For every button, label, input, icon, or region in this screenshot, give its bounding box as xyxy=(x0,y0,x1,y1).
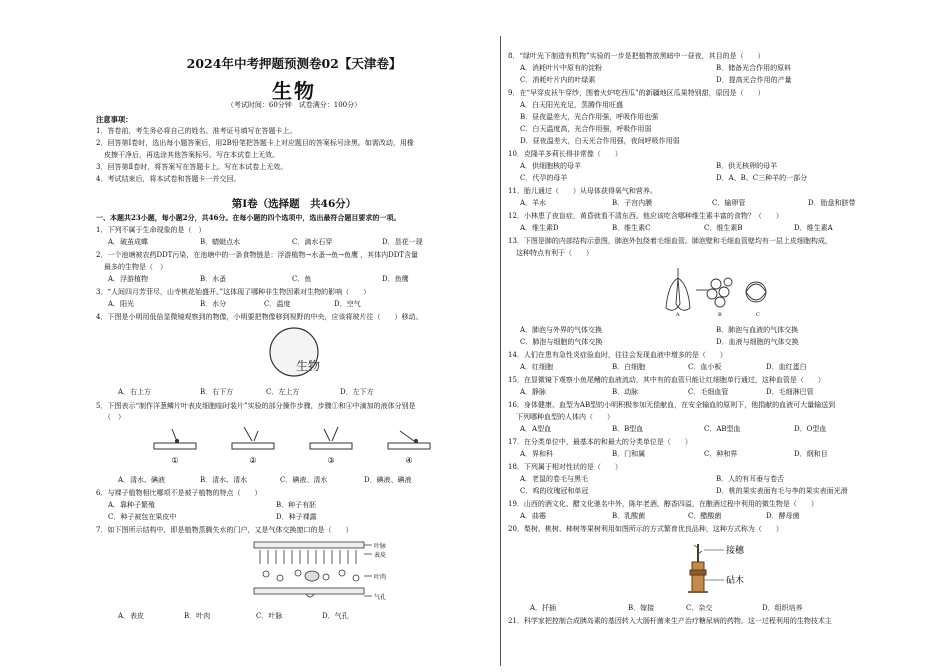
q3-option-b: B．水分 xyxy=(200,300,227,308)
question-2-stem: 2．一个池塘被农药DDT污染，在池塘中的一条食物链是：浮游植物→水蚤→鱼→鱼鹰 ，其体内DDT含量 xyxy=(96,251,419,259)
q3-option-a: A．阳光 xyxy=(108,300,135,308)
q2-option-b: B．水蚤 xyxy=(200,275,227,283)
q8-option-a: A．消耗叶片中原有的淀粉 xyxy=(520,64,603,72)
q16-option-b: B．B型血 xyxy=(612,425,644,433)
q13-option-a: A．肺泡与外界的气体交换 xyxy=(520,326,603,334)
question-4-stem: 4．下图是小明用低倍显微镜观察到的物像，小明要把物像移到视野的中央，应该将玻片往（ ）移动。 xyxy=(96,313,423,321)
q17-option-d: D．纲和目 xyxy=(794,450,828,458)
q8-option-b: B．储备光合作用的原料 xyxy=(716,64,792,72)
question-2-stem-cont: 最多的生物是（ ） xyxy=(104,263,167,271)
q4-option-a: A．右上方 xyxy=(118,388,152,396)
question-17-stem: 17．在分类单位中，最基本的和最大的分类单位是（ ） xyxy=(508,438,692,446)
question-19-stem: 19．山西的酒文化、醋文化驰名中外，陈年老酒，醇香四溢，在酿酒过程中利用的微生物是（ ） xyxy=(508,500,818,508)
q14-option-b: B．白细胞 xyxy=(612,363,646,371)
section-title: 第Ⅰ卷（选择题 共46分） xyxy=(231,198,357,210)
q4-option-d: D．左下方 xyxy=(340,388,374,396)
q12-option-a: A．维生素D xyxy=(520,224,559,232)
step-4-number: ④ xyxy=(405,456,413,465)
question-3-stem: 3．“人间四月芳菲尽，山寺桃花始盛开。”这体现了哪种非生物因素对生物的影响（ ） xyxy=(96,288,371,296)
q1-option-b: B．蜻蜓点水 xyxy=(200,238,241,246)
q17-option-c: C．种和界 xyxy=(704,450,738,458)
q17-option-a: A．界和科 xyxy=(520,450,554,458)
exam-meta: （考试时间：60分钟 试卷满分：100分） xyxy=(226,101,362,109)
question-5-stem: 5．下图表示“制作洋葱鳞片叶表皮细胞临时装片”实验的部分操作步骤，步骤①和④中滴加的液体分别是 xyxy=(96,402,416,410)
leaf-cross-section-figure xyxy=(246,538,396,604)
right-column xyxy=(508,0,906,672)
question-13-stem-cont: 这种特点有利于（ ） xyxy=(516,249,593,257)
q18-option-a: A．老鼠的卷毛与黑毛 xyxy=(520,475,589,483)
q7-option-c: C．叶脉 xyxy=(256,612,283,620)
q5-option-c: C．碘液、清水 xyxy=(280,476,328,484)
q1-option-c: C．滴水石穿 xyxy=(292,238,333,246)
grafting-figure xyxy=(668,536,788,600)
column-divider xyxy=(500,36,501,666)
q6-option-d: D．种子裸露 xyxy=(276,513,317,521)
question-5-stem-cont: （ ） xyxy=(104,413,125,421)
q10-option-d: D．A、B、C三种羊的一部分 xyxy=(716,174,808,182)
q15-option-d: D．毛细淋巴管 xyxy=(766,388,814,396)
q9-option-a: A．白天阳光充足，蒸腾作用旺盛 xyxy=(520,101,624,109)
q7-option-d: D．气孔 xyxy=(322,612,349,620)
q7-option-a: A．表皮 xyxy=(118,612,145,620)
q20-option-a: A．扦插 xyxy=(530,604,557,612)
question-7-stem: 7．如下图所示结构中，即是植物蒸腾失水的门户，又是气体交换窗口的是（ ） xyxy=(96,526,353,534)
q14-option-c: C．血小板 xyxy=(688,363,722,371)
slide-preparation-steps-figure xyxy=(148,425,438,467)
q15-option-b: B．动脉 xyxy=(612,388,639,396)
q17-option-b: B．门和属 xyxy=(612,450,646,458)
q4-option-c: C．左上方 xyxy=(266,388,300,396)
question-15-stem: 15．在显微镜下观察小鱼尾鳍的血液流动，其中有的血管只能让红细胞单行通过，这种血管是（ ） xyxy=(508,376,825,384)
q20-option-d: D．组织培养 xyxy=(762,604,803,612)
q8-option-d: D．提高光合作用的产量 xyxy=(716,76,792,84)
notice-line: 4．考试结束后，将本试卷和答题卡一并交回。 xyxy=(96,175,241,183)
q14-option-a: A．红细胞 xyxy=(520,363,554,371)
question-13-stem: 13．下图是肺的内部结构示意图，肺泡外包绕着毛细血管。肺泡壁和毛细血管壁均有一层上皮细胞构成， xyxy=(508,237,832,245)
q3-option-c: C．温度 xyxy=(264,300,291,308)
q11-option-b: B．子宫内膜 xyxy=(612,199,653,207)
q15-option-a: A．静脉 xyxy=(520,388,547,396)
q12-option-b: B．维生素C xyxy=(612,224,651,232)
exam-title: 2024年中考押题预测卷02【天津卷】 xyxy=(186,56,402,71)
label-rootstock: 砧木 xyxy=(726,576,745,586)
q9-option-b: B．昼夜温差大，光合作用强，呼吸作用也强 xyxy=(520,113,659,121)
q3-option-d: D．空气 xyxy=(334,300,361,308)
notice-line: 3．回答第Ⅱ卷时，将答案写在答题卡上。写在本试卷上无效。 xyxy=(96,163,288,171)
q19-option-b: B．乳酸菌 xyxy=(612,512,646,520)
notice-heading: 注意事项： xyxy=(96,115,133,124)
q18-option-b: B．人的有耳垂与卷舌 xyxy=(716,475,785,483)
microscope-view-label: 生物 xyxy=(295,359,320,373)
question-11-stem: 11．胎儿通过（ ）从母体获得氧气和营养。 xyxy=(508,187,657,195)
q5-option-d: D．碘液、碘液 xyxy=(364,476,412,484)
q7-option-b: B．叶肉 xyxy=(184,612,211,620)
q1-option-d: D．昙花一现 xyxy=(382,238,423,246)
q2-option-c: C．鱼 xyxy=(292,275,312,283)
svg-text:C: C xyxy=(756,312,760,318)
q16-option-a: A．A型血 xyxy=(520,425,552,433)
notice-line: 1．答卷前，考生务必将自己的姓名、准考证号填写在答题卡上。 xyxy=(96,127,297,135)
q6-option-c: C．种子被包在果皮中 xyxy=(108,513,177,521)
q8-option-c: C．消耗叶片内的叶绿素 xyxy=(520,76,596,84)
q9-option-d: D．昼夜温差大，白天光合作用强，夜间呼吸作用弱 xyxy=(520,137,680,145)
step-1-number: ① xyxy=(171,456,179,465)
q9-option-c: C．白天温度高，光合作用强，呼吸作用弱 xyxy=(520,125,652,133)
question-16-stem: 16．身体健康、血型为AB型的小明积极参加无偿献血，在安全输血的原则下，他捐献的血液可大量输送到 xyxy=(508,401,836,409)
q14-option-d: D．血红蛋白 xyxy=(766,363,807,371)
question-21-stem: 21．科学家把控制合成胰岛素的基因转入大肠杆菌来生产治疗糖尿病的药物。这一过程利用的生物技术主 xyxy=(508,617,832,625)
label-vein: 叶脉 xyxy=(374,543,387,550)
q1-option-a: A．破茧成蝶 xyxy=(108,238,149,246)
q10-option-a: A．供细胞核的母羊 xyxy=(520,162,582,170)
q11-option-d: D．胎盘和脐带 xyxy=(808,199,856,207)
q11-option-a: A．羊水 xyxy=(520,199,547,207)
lung-alveoli-figure xyxy=(656,262,786,318)
question-9-stem: 9．在“早穿皮袄午穿纱，围着火炉吃西瓜”的新疆地区瓜果特别甜，原因是（ ） xyxy=(508,89,765,97)
question-8-stem: 8．“绿叶光下制造有机物”实验的一步是把植物放黑暗中一昼夜，其目的是（ ） xyxy=(508,52,765,60)
label-scion: 接穗 xyxy=(726,546,745,556)
q11-option-c: C．输卵管 xyxy=(712,199,746,207)
subject-title: 生物 xyxy=(272,79,316,103)
question-6-stem: 6．与裸子植物相比哪项不是被子植物的特点（ ） xyxy=(96,489,262,497)
q18-option-d: D．桃的果实表面有毛与李的果实表面光滑 xyxy=(716,487,848,495)
q19-option-a: A．曲霉 xyxy=(520,512,547,520)
q6-option-b: B．种子有胚 xyxy=(276,501,317,509)
q13-option-d: D．血液与细胞的气体交换 xyxy=(716,338,799,346)
notice-line: 皮擦干净后，再选涂其他答案标号。写在本试卷上无效。 xyxy=(104,151,279,159)
label-mesophyll: 叶肉 xyxy=(374,574,387,581)
q15-option-c: C．毛细血管 xyxy=(688,388,729,396)
q13-option-b: B．肺泡与血液的气体交换 xyxy=(716,326,799,334)
left-column xyxy=(96,0,492,672)
q16-option-d: D．O型血 xyxy=(794,425,827,433)
svg-text:A: A xyxy=(676,312,680,318)
q5-option-a: A．清水、碘液 xyxy=(118,476,166,484)
question-14-stem: 14．人们在患有急性炎症验血时，往往会发现血液中增多的是（ ） xyxy=(508,351,727,359)
question-10-stem: 10．克隆羊多莉长得非常像（ ） xyxy=(508,150,622,158)
q2-option-a: A．浮游植物 xyxy=(108,275,149,283)
microscope-view-figure xyxy=(268,326,320,378)
section-description: 一、本题共23小题，每小题2分，共46分。在每小题的四个选项中，选出最符合题目要求的一项。 xyxy=(96,213,401,222)
label-epidermis: 表皮 xyxy=(374,552,387,559)
q16-option-c: C．AB型血 xyxy=(704,425,741,433)
question-18-stem: 18．下列属于相对性状的是（ ） xyxy=(508,463,622,471)
question-12-stem: 12．小林患了夜盲症，黄昏就看不清东西。他应该吃含哪种维生素丰富的食物？（ ） xyxy=(508,212,783,220)
q2-option-d: D．鱼鹰 xyxy=(382,275,409,283)
q20-option-c: C．杂交 xyxy=(686,604,713,612)
question-16-stem-cont: 下列哪种血型的人体内（ ） xyxy=(516,413,614,421)
q5-option-b: B．清水、清水 xyxy=(200,476,248,484)
q19-option-d: D．酵母菌 xyxy=(766,512,800,520)
q12-option-d: D．维生素A xyxy=(794,224,833,232)
question-20-stem: 20．梨树、桃树、柿树等果树利用如图所示的方式繁育优良品种，这种方式称为（ ） xyxy=(508,525,783,533)
q4-option-b: B．右下方 xyxy=(200,388,234,396)
q19-option-c: C．醋酸菌 xyxy=(688,512,722,520)
q10-option-b: B．供无核卵的母羊 xyxy=(716,162,778,170)
label-stoma: 气孔 xyxy=(374,594,387,601)
q6-option-a: A．靠种子繁殖 xyxy=(108,501,156,509)
step-2-number: ② xyxy=(249,456,257,465)
q13-option-c: C．肺泡与细胞的气体交换 xyxy=(520,338,603,346)
question-1-stem: 1．下列不属于生命现象的是（ ） xyxy=(96,226,206,234)
notice-line: 2．回答第Ⅰ卷时，选出每小题答案后，用2B铅笔把答题卡上对应题目的答案标号涂黑。如需改动，用橡 xyxy=(96,139,414,147)
q20-option-b: B．嫁接 xyxy=(628,604,655,612)
step-3-number: ③ xyxy=(327,456,335,465)
q12-option-c: C．维生素B xyxy=(704,224,743,232)
q18-option-c: C．鸡的玫瑰冠和单冠 xyxy=(520,487,589,495)
q10-option-c: C．代孕的母羊 xyxy=(520,174,568,182)
svg-text:B: B xyxy=(718,312,722,318)
